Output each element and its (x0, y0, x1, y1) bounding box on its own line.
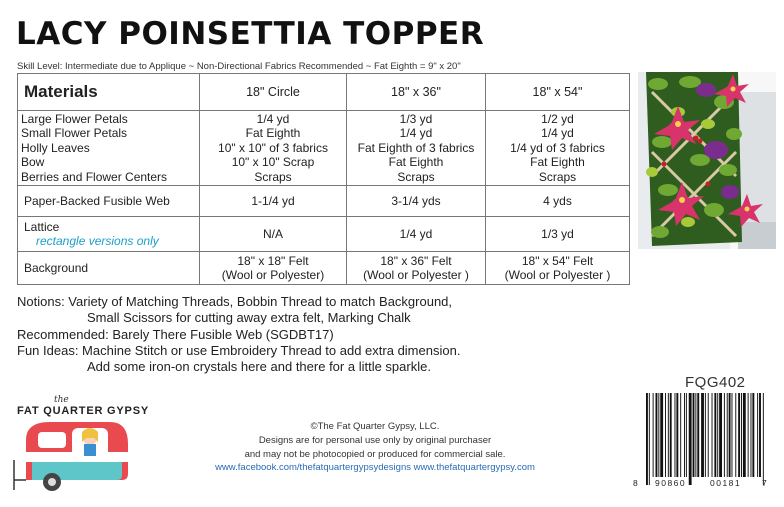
table-cell: Fat Eighth of 3 fabrics (357, 140, 475, 155)
barcode-bar (741, 393, 742, 477)
table-cell: 1/4 yd (347, 217, 486, 252)
table-cell: N/A (200, 217, 347, 252)
page-title: LACY POINSETTIA TOPPER (16, 16, 485, 52)
table-cell: 1/4 yd (256, 111, 290, 126)
label-background: Background (18, 252, 200, 285)
barcode-bar (743, 393, 746, 477)
table-cell: Fat Eighth (388, 155, 444, 170)
fun-ideas-line-1: Fun Ideas: Machine Stitch or use Embroidery Thread to add extra dimension. (17, 342, 461, 358)
barcode-bar (646, 393, 648, 485)
upc-barcode (640, 393, 770, 491)
website-links[interactable]: www.facebook.com/thefatquartergypsydesigns www.thefatquartergypsy.com (215, 462, 535, 474)
barcode-group-2: 00181 (710, 478, 742, 488)
fabric-col-54 (486, 111, 630, 186)
label-berries: Berries and Flower Centers (21, 169, 168, 184)
label-holly-leaves: Holly Leaves (21, 140, 90, 155)
table-cell: 10" x 10" of 3 fabrics (218, 140, 328, 155)
barcode-bar (752, 393, 754, 477)
label-large-flower-petals: Large Flower Petals (21, 111, 128, 126)
barcode-bar (649, 393, 650, 485)
barcode-bar (751, 393, 752, 477)
table-cell: Fat Eighth (245, 126, 301, 141)
barcode-bar (712, 393, 713, 477)
barcode-bar (693, 393, 695, 477)
barcode-bar (653, 393, 654, 477)
barcode-bar (665, 393, 666, 477)
barcode-bar (759, 393, 761, 477)
table-cell: 18" x 18" Felt (237, 254, 309, 268)
barcode-bar (656, 393, 658, 477)
table-cell: 1/4 yd (541, 126, 574, 141)
notions-line-1: Notions: Variety of Matching Threads, Bobbin Thread to match Background, (17, 294, 453, 309)
gypsy-trailer-logo (12, 418, 132, 498)
barcode-bar (708, 393, 709, 477)
barcode-bar (701, 393, 704, 477)
barcode-bar (680, 393, 681, 477)
barcode-bar (668, 393, 669, 477)
barcode-group-1: 90860 (655, 478, 687, 488)
barcode-bar (717, 393, 718, 477)
background-col-circle (200, 252, 347, 285)
trailer-icon (12, 418, 132, 498)
fabric-col-circle (200, 111, 347, 186)
table-cell: 1/4 yd of 3 fabrics (510, 140, 605, 155)
barcode-bar (689, 393, 692, 485)
col-header-54: 18" x 54" (486, 74, 630, 111)
fabric-labels (18, 111, 200, 186)
recommended-line: Recommended: Barely There Fusible Web (SGDBT17) (17, 326, 334, 342)
table-cell: 1/4 yd (399, 126, 433, 141)
barcode-bar (684, 393, 685, 477)
label-lattice (18, 217, 200, 252)
topper-photo (638, 72, 776, 249)
background-col-54 (486, 252, 630, 285)
table-cell: Scraps (538, 169, 577, 184)
barcode-bar (675, 393, 676, 477)
table-cell: 3-1/4 yds (347, 186, 486, 217)
barcode-bar (705, 393, 706, 477)
barcode-bar (660, 393, 663, 477)
table-cell: (Wool or Polyester ) (504, 268, 611, 282)
barcode-bar (670, 393, 672, 477)
copyright-line: ©The Fat Quarter Gypsy, LLC. (310, 421, 440, 432)
barcode-digit-right: 7 (762, 478, 767, 488)
notes-section (17, 294, 460, 375)
table-cell: 1-1/4 yd (200, 186, 347, 217)
table-cell: 4 yds (486, 186, 630, 217)
notions-line-2: Small Scissors for cutting away extra felt, Marking Chalk (87, 310, 411, 326)
poinsettia-topper-illustration (638, 72, 776, 249)
table-cell: 18" x 54" Felt (521, 254, 594, 268)
fabric-col-36 (347, 111, 486, 186)
barcode-bar (724, 393, 725, 477)
barcode-bar (695, 393, 696, 477)
table-cell: Scraps (254, 169, 292, 184)
materials-table (17, 73, 630, 285)
barcode-bar (729, 393, 731, 477)
barcode-bar (727, 393, 728, 477)
barcode-bar (697, 393, 699, 477)
usage-line-1: Designs are for personal use only by original purchaser (258, 434, 492, 446)
label-bow: Bow (21, 155, 45, 170)
lattice-note: rectangle versions only (36, 234, 159, 248)
label-fusible-web: Paper-Backed Fusible Web (18, 186, 200, 217)
table-row-lattice (18, 217, 630, 252)
lattice-label-text: Lattice (24, 220, 60, 234)
materials-heading: Materials (18, 74, 200, 111)
fun-ideas-line-2: Add some iron-on crystals here and there for a little sparkle. (87, 359, 431, 375)
table-cell: Scraps (397, 169, 435, 184)
table-cell: (Wool or Polyester ) (363, 268, 469, 282)
background-col-36 (347, 252, 486, 285)
table-cell: (Wool or Polyester) (221, 268, 325, 282)
table-cell: Fat Eighth (530, 155, 585, 170)
table-cell: 18" x 36" Felt (380, 254, 452, 268)
label-small-flower-petals: Small Flower Petals (21, 126, 128, 141)
skill-level-line: Skill Level: Intermediate due to Applique ~ Non-Directional Fabrics Recommended ~ Fat Eighth = 9" x 20" (17, 61, 461, 72)
barcode-bar (658, 393, 659, 477)
table-cell: 1/3 yd (486, 217, 630, 252)
table-row-background (18, 252, 630, 285)
barcode-bar (732, 393, 733, 477)
usage-line-2: and may not be photocopied or produced for commercial sale. (244, 448, 506, 460)
copyright-block (180, 420, 570, 475)
product-code: FQG402 (685, 374, 746, 391)
barcode-bar (686, 393, 687, 477)
barcode-bar (757, 393, 758, 477)
table-cell: 10" x 10" Scrap (231, 155, 315, 170)
table-header-row (18, 74, 630, 111)
barcode-bar (719, 393, 722, 477)
table-row-fusible (18, 186, 630, 217)
barcode-bar (748, 393, 749, 477)
barcode-digit-left: 8 (633, 478, 638, 488)
barcode-bar (714, 393, 716, 477)
barcode-bar (738, 393, 740, 477)
logo-name: FAT QUARTER GYPSY (17, 405, 149, 417)
col-header-36: 18" x 36" (347, 74, 486, 111)
table-cell: 1/3 yd (399, 111, 433, 126)
barcode-bar (735, 393, 736, 477)
barcode-bar (763, 393, 764, 485)
barcode-bar (676, 393, 678, 477)
col-header-circle: 18" Circle (200, 74, 347, 111)
table-row-fabrics (18, 111, 630, 186)
table-cell: 1/2 yd (541, 111, 574, 126)
logo-the: the (54, 395, 69, 405)
